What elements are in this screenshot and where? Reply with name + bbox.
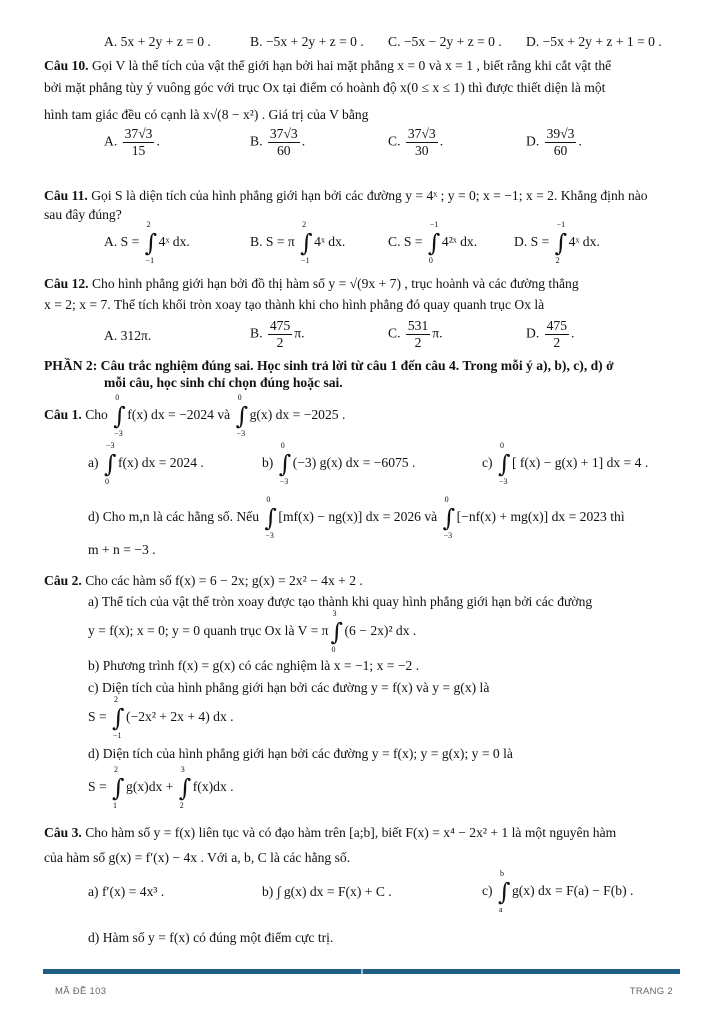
- p2q1-item-a-label: a): [88, 455, 99, 470]
- q11-text-1: Gọi S là diện tích của hình phẳng giới hạn bởi các đường y = 4ˣ ; y = 0; x = −1; x = 2. Khẳng định nào: [91, 188, 648, 203]
- q10-option-a-label: A.: [104, 133, 118, 149]
- q10-line2: bởi mặt phẳng tùy ý vuông góc với trục Ox tại điểm có hoành độ x(0 ≤ x ≤ 1) thì được thiết diện là một: [44, 80, 606, 95]
- q11-option-c-pre: C. S =: [388, 234, 423, 250]
- p2q1-item-d-int1: [mf(x) − ng(x)] dx = 2026 và: [278, 509, 438, 524]
- p2q2-item-d-line2: [88, 764, 234, 810]
- integral-sign: 2 ∫ −1: [112, 694, 125, 740]
- p2q1-item-c-label: c): [482, 455, 493, 470]
- q9-option-b: B. −5x + 2y + z = 0 .: [250, 34, 364, 49]
- q11-option-d: [514, 220, 600, 265]
- p2q2-label: Câu 2.: [44, 573, 82, 588]
- p2q1-item-c: [482, 440, 649, 486]
- q11-option-b-body: 4ˣ dx.: [314, 234, 346, 250]
- p2q3-item-b: b) ∫ g(x) dx = F(x) + C .: [262, 884, 392, 899]
- q12-option-d: [526, 318, 574, 351]
- q12-option-b: [250, 318, 305, 351]
- q12-line2: x = 2; x = 7. Thể tích khối tròn xoay tạo thành khi cho hình phẳng đó quay quanh trục Ox là: [44, 297, 545, 312]
- p2q3-label: Câu 3.: [44, 825, 82, 840]
- p2q1-intro: [44, 392, 346, 438]
- q10-option-c: C. $\frac{37√3}{30}$ .: [388, 126, 444, 158]
- q12-label: Câu 12.: [44, 276, 89, 291]
- q11-option-d-pre: D. S =: [514, 234, 550, 250]
- q10-option-a-den: 15: [131, 143, 146, 158]
- p2q1-item-d-pre: d) Cho m,n là các hằng số. Nếu: [88, 509, 260, 524]
- q10-line1: [44, 58, 611, 74]
- q10-option-c-den: 30: [415, 143, 429, 158]
- integral-sign: 0 ∫ −3: [442, 494, 456, 540]
- q12-option-d-label: D.: [526, 325, 540, 341]
- q12-option-c: [388, 318, 443, 351]
- p2q2-item-c-line1: c) Diện tích của hình phẳng giới hạn bởi các đường y = f(x) và y = g(x) là: [88, 680, 490, 695]
- q12-option-b-den: 2: [276, 335, 284, 350]
- q11-option-c-body: 4²ˣ dx.: [441, 234, 478, 250]
- integral-sign: −1 ∫ 0: [427, 220, 441, 265]
- q12-option-b-num: 475: [269, 318, 291, 333]
- q11-option-b-pre: B. S = π: [250, 234, 295, 250]
- integral-sign: b ∫ a: [497, 868, 511, 914]
- p2q1-item-d-line2: m + n = −3 .: [88, 542, 156, 557]
- q12-line1: [44, 276, 579, 292]
- footer-exam-code: MÃ ĐỀ 103: [55, 986, 107, 997]
- part2-heading-line2: mỗi câu, học sinh chỉ chọn đúng hoặc sai.: [104, 375, 343, 390]
- integral-sign: −3 ∫ 0: [103, 440, 117, 486]
- q12-option-b-label: B.: [250, 325, 263, 341]
- p2q1-item-c-body: [ f(x) − g(x) + 1] dx = 4 .: [511, 455, 649, 470]
- p2q2-intro: [44, 573, 363, 589]
- p2q2-item-c-body: (−2x² + 2x + 4) dx .: [126, 709, 234, 724]
- p2q2-item-c-pre: S =: [88, 709, 107, 724]
- q9-option-c: C. −5x − 2y + z = 0 .: [388, 34, 502, 49]
- q11-label: Câu 11.: [44, 188, 88, 203]
- integral-sign: 0 ∫ −3: [278, 440, 292, 486]
- q11-option-b: [250, 220, 346, 265]
- p2q2-item-a-body: (6 − 2x)² dx .: [344, 623, 417, 638]
- q10-option-d: D. $\frac{39√3}{60}$ .: [526, 126, 582, 158]
- p2q3-item-d: d) Hàm số y = f(x) có đúng một điểm cực trị.: [88, 930, 334, 945]
- q12-option-b-tail: π.: [294, 325, 305, 341]
- q11-line2: sau đây đúng?: [44, 207, 122, 222]
- integral-sign: 0 ∫ −3: [113, 392, 126, 438]
- p2q2-item-d-pre: S =: [88, 779, 107, 794]
- p2q2-item-a-line2: [88, 608, 417, 654]
- p2q3-item-c-label: c): [482, 883, 493, 898]
- q10-option-b-num: 37√3: [269, 126, 298, 141]
- p2q2-item-a-pre: y = f(x); x = 0; y = 0 quanh trục Ox là V = π: [88, 623, 329, 638]
- p2q1-label: Câu 1.: [44, 407, 82, 422]
- p2q1-intro-pre: Cho: [85, 407, 108, 422]
- p2q2-intro-text: Cho các hàm số f(x) = 6 − 2x; g(x) = 2x² − 4x + 2 .: [85, 573, 363, 588]
- p2q2-item-d-int2: f(x)dx .: [192, 779, 234, 794]
- integral-sign: 3 ∫ 2: [178, 764, 192, 810]
- p2q1-item-d: [88, 494, 625, 540]
- p2q3-text-1: Cho hàm số y = f(x) liên tục và có đạo hàm trên [a;b], biết F(x) = x⁴ − 2x² + 1 là một nguyên hàm: [85, 825, 617, 840]
- q10-option-d-den: 60: [553, 143, 568, 158]
- part2-heading-line1: PHẦN 2: Câu trắc nghiệm đúng sai. Học sinh trả lời từ câu 1 đến câu 4. Trong mỗi ý a), b), c), d) ở: [44, 358, 614, 373]
- q10-text-1: Gọi V là thể tích của vật thể giới hạn bởi hai mặt phẳng x = 0 và x = 1 , biết rằng khi cắt vật thể: [91, 58, 612, 73]
- q12-option-d-num: 475: [546, 318, 568, 333]
- q10-option-c-label: C.: [388, 133, 401, 149]
- p2q3-item-a: a) f′(x) = 4x³ .: [88, 884, 165, 899]
- p2q1-item-b-body: (−3) g(x) dx = −6075 .: [292, 455, 416, 470]
- integral-sign: −1 ∫ 2: [554, 220, 568, 265]
- p2q1-item-d-int2: [−nf(x) + mg(x)] dx = 2023 thì: [456, 509, 625, 524]
- p2q2-item-c-line2: [88, 694, 234, 740]
- q10-option-d-num: 39√3: [546, 126, 575, 141]
- q10-option-b-den: 60: [277, 143, 291, 158]
- q12-option-a: A. 312π.: [104, 328, 152, 343]
- p2q2-item-d-int1: g(x)dx +: [126, 779, 174, 794]
- integral-sign: 2 ∫ −1: [300, 220, 313, 265]
- p2q2-item-d-line1: d) Diện tích của hình phẳng giới hạn bởi các đường y = f(x); y = g(x); y = 0 là: [88, 746, 513, 761]
- p2q2-item-b: b) Phương trình f(x) = g(x) có các nghiệm là x = −1; x = −2 .: [88, 658, 420, 673]
- integral-sign: 2 ∫ 1: [112, 764, 125, 810]
- integral-sign: 0 ∫ −3: [264, 494, 277, 540]
- p2q1-item-a-body: f(x) dx = 2024 .: [117, 455, 204, 470]
- p2q1-item-a: [88, 440, 204, 486]
- p2q3-line1: [44, 825, 616, 841]
- p2q1-intro-int2: g(x) dx = −2025 .: [249, 407, 346, 422]
- q12-option-c-den: 2: [414, 335, 422, 350]
- q12-option-c-label: C.: [388, 325, 401, 341]
- integral-sign: 0 ∫ −3: [497, 440, 511, 486]
- p2q1-item-b-label: b): [262, 455, 274, 470]
- integral-sign: 3 ∫ 0: [330, 608, 344, 654]
- q10-option-b: B. $\frac{37√3}{60}$ .: [250, 126, 306, 158]
- q11-line1: [44, 188, 648, 204]
- footer-divider: [43, 969, 680, 974]
- q11-option-d-body: 4ˣ dx.: [568, 234, 600, 250]
- q10-label: Câu 10.: [44, 58, 89, 73]
- q9-option-d: D. −5x + 2y + z + 1 = 0 .: [526, 34, 662, 49]
- q11-option-a-pre: A. S =: [104, 234, 140, 250]
- q11-option-a-body: 4ˣ dx.: [158, 234, 190, 250]
- q12-option-d-tail: .: [571, 325, 575, 341]
- integral-sign: 0 ∫ −3: [235, 392, 249, 438]
- q12-option-d-den: 2: [553, 335, 561, 350]
- integral-sign: 2 ∫ −1: [144, 220, 158, 265]
- p2q3-item-c: [482, 868, 634, 914]
- q9-option-a: A. 5x + 2y + z = 0 .: [104, 34, 211, 49]
- p2q3-item-c-body: g(x) dx = F(a) − F(b) .: [511, 883, 634, 898]
- p2q1-intro-int1: f(x) dx = −2024 và: [127, 407, 231, 422]
- q10-option-d-label: D.: [526, 133, 540, 149]
- p2q3-line2: của hàm số g(x) = f′(x) − 4x . Với a, b, C là các hằng số.: [44, 850, 351, 865]
- q12-option-c-tail: π.: [432, 325, 443, 341]
- footer-page-number: TRANG 2: [629, 986, 673, 997]
- q10-option-a-num: 37√3: [124, 126, 153, 141]
- q10-option-b-label: B.: [250, 133, 263, 149]
- q10-option-c-num: 37√3: [407, 126, 436, 141]
- q12-text-1: Cho hình phẳng giới hạn bởi đồ thị hàm số y = √(9x + 7) , trục hoành và các đường thẳng: [91, 276, 579, 291]
- q12-option-c-num: 531: [407, 318, 429, 333]
- q11-option-c: [388, 220, 478, 265]
- p2q2-item-a-line1: a) Thể tích của vật thể tròn xoay được tạo thành khi quay hình phẳng giới hạn bởi các đường: [88, 594, 593, 609]
- q10-option-a: A. $\frac{37√3}{15}$ .: [104, 126, 160, 158]
- p2q1-item-b: [262, 440, 416, 486]
- q11-option-a: [104, 220, 190, 265]
- q10-line3: hình tam giác đều có cạnh là x√(8 − x²) . Giá trị của V bằng: [44, 107, 369, 122]
